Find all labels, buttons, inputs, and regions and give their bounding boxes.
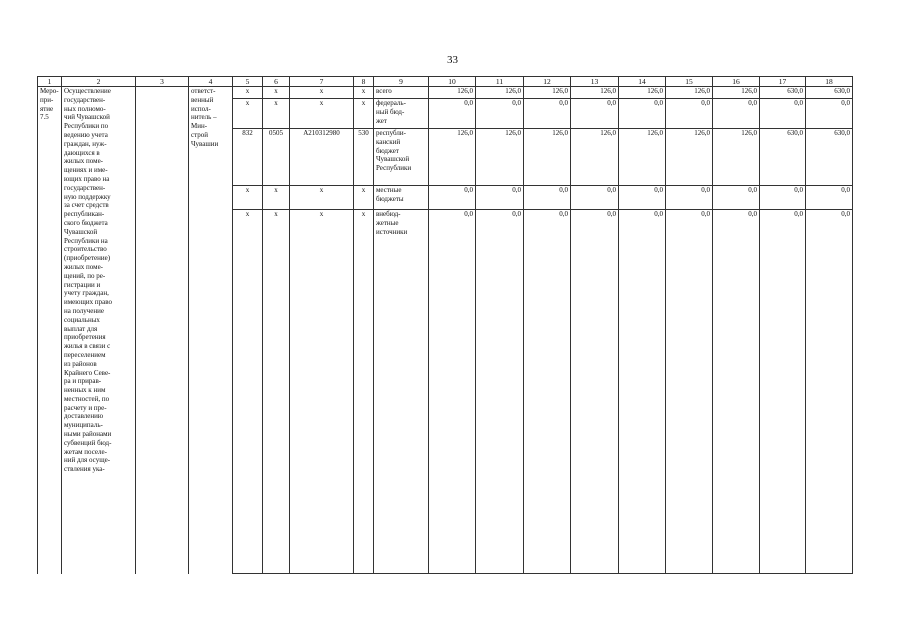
code-expense-type: x xyxy=(354,210,374,574)
activity-col3 xyxy=(136,87,189,574)
activity-description-line: щений, по ре- xyxy=(64,271,106,280)
activity-executor-line: венный xyxy=(191,95,214,104)
amount-value: 126,0 xyxy=(619,129,666,186)
funding-source-line: Чувашской xyxy=(376,155,410,164)
amount-value: 126,0 xyxy=(666,87,713,99)
amount-value: 630,0 xyxy=(806,129,853,186)
amount-value: 0,0 xyxy=(571,99,619,129)
activity-description-line: государствен- xyxy=(64,95,106,104)
column-header: 14 xyxy=(619,77,666,87)
column-header: 10 xyxy=(429,77,476,87)
code-grbs: x xyxy=(233,99,263,129)
funding-source-line: всего xyxy=(376,87,392,95)
funding-source-line: федераль- xyxy=(376,99,406,107)
activity-description-line: щениях и име- xyxy=(64,166,108,175)
activity-description xyxy=(62,87,136,574)
activity-description-line: Крайнего Севе- xyxy=(64,368,111,377)
amount-value: 0,0 xyxy=(571,186,619,210)
column-header: 11 xyxy=(476,77,524,87)
activity-description-line: социальных xyxy=(64,315,100,324)
amount-value: 0,0 xyxy=(476,99,524,129)
activity-description-line: чий Чувашской xyxy=(64,113,110,122)
amount-value: 0,0 xyxy=(571,210,619,574)
amount-value: 126,0 xyxy=(429,87,476,99)
amount-value: 126,0 xyxy=(713,87,760,99)
amount-value: 0,0 xyxy=(666,99,713,129)
program-table xyxy=(37,76,853,574)
column-header: 2 xyxy=(62,77,136,87)
funding-source-line: республи- xyxy=(376,129,406,137)
amount-value: 0,0 xyxy=(524,186,571,210)
funding-source-line: внебюд- xyxy=(376,210,401,218)
activity-description-line: Республики на xyxy=(64,236,108,245)
code-expense-type: x xyxy=(354,87,374,99)
column-header: 4 xyxy=(189,77,233,87)
amount-value: 0,0 xyxy=(524,210,571,574)
amount-value: 0,0 xyxy=(429,186,476,210)
column-header: 17 xyxy=(760,77,806,87)
column-header: 18 xyxy=(806,77,853,87)
code-target: x xyxy=(290,87,354,99)
activity-description-line: за счет средств xyxy=(64,201,109,210)
activity-description-line: Республики по xyxy=(64,122,109,131)
activity-description-line: выплат для xyxy=(64,324,98,333)
activity-number-line: ятие xyxy=(40,104,54,113)
table-row xyxy=(38,87,853,99)
activity-executor-line: строй xyxy=(191,130,208,139)
amount-value: 126,0 xyxy=(429,129,476,186)
amount-value: 126,0 xyxy=(571,129,619,186)
funding-source-line: бюджеты xyxy=(376,194,404,203)
amount-value: 126,0 xyxy=(619,87,666,99)
activity-executor-line: ответст- xyxy=(191,87,216,95)
amount-value: 0,0 xyxy=(619,210,666,574)
amount-value: 630,0 xyxy=(760,87,806,99)
activity-description-line: доставлению xyxy=(64,412,104,421)
funding-source-line: бюджет xyxy=(376,146,399,155)
activity-executor-line: Мин- xyxy=(191,122,208,131)
column-number-row xyxy=(38,77,853,87)
amount-value: 0,0 xyxy=(760,186,806,210)
activity-description-line: (приобретение) xyxy=(64,254,111,263)
amount-value: 0,0 xyxy=(666,186,713,210)
code-section: x xyxy=(263,186,290,210)
activity-description-line: местностей, по xyxy=(64,394,110,403)
activity-description-line: ющих право на xyxy=(64,174,110,183)
column-header: 6 xyxy=(263,77,290,87)
activity-description-line: дающихся в xyxy=(64,148,100,157)
amount-value: 0,0 xyxy=(666,210,713,574)
code-grbs: x xyxy=(233,186,263,210)
activity-executor-line: испол- xyxy=(191,104,211,113)
amount-value: 630,0 xyxy=(760,129,806,186)
amount-value: 0,0 xyxy=(619,99,666,129)
activity-description-line: жилых поме- xyxy=(64,262,104,271)
activity-description-line: из районов xyxy=(64,359,97,368)
activity-description-line: ского бюджета xyxy=(64,218,108,227)
amount-value: 0,0 xyxy=(429,99,476,129)
code-section: x xyxy=(263,99,290,129)
amount-value: 126,0 xyxy=(476,129,524,186)
funding-source-line: местные xyxy=(376,186,402,194)
activity-description-line: ний для осуще- xyxy=(64,456,111,465)
activity-description-line: расчету и пре- xyxy=(64,403,107,412)
code-section: x xyxy=(263,210,290,574)
column-header: 5 xyxy=(233,77,263,87)
code-target: x xyxy=(290,186,354,210)
amount-value: 126,0 xyxy=(524,87,571,99)
funding-source xyxy=(374,210,429,574)
amount-value: 0,0 xyxy=(524,99,571,129)
code-expense-type: x xyxy=(354,186,374,210)
amount-value: 126,0 xyxy=(713,129,760,186)
activity-description-line: учету граждан, xyxy=(64,289,109,298)
funding-source-line: Республики xyxy=(376,164,412,173)
column-header: 3 xyxy=(136,77,189,87)
activity-description-line: муниципаль- xyxy=(64,421,103,430)
activity-executor-line: нитель – xyxy=(191,113,217,122)
column-header: 1 xyxy=(38,77,62,87)
activity-description-line: Чувашской xyxy=(64,227,98,236)
column-header: 9 xyxy=(374,77,429,87)
amount-value: 0,0 xyxy=(806,99,853,129)
activity-description-line: субвенций бюд- xyxy=(64,438,112,447)
activity-description-line: ра и прирав- xyxy=(64,377,102,386)
activity-description-line: ную поддержку xyxy=(64,192,111,201)
amount-value: 0,0 xyxy=(806,186,853,210)
activity-description-line: гистрации и xyxy=(64,280,101,289)
code-grbs: x xyxy=(233,87,263,99)
activity-description-line: ненных к ним xyxy=(64,386,106,395)
amount-value: 0,0 xyxy=(806,210,853,574)
code-target: x xyxy=(290,99,354,129)
activity-number-line: 7.5 xyxy=(40,113,49,122)
activity-executor xyxy=(189,87,233,574)
column-header: 16 xyxy=(713,77,760,87)
activity-description-line: на получение xyxy=(64,306,104,315)
funding-source xyxy=(374,186,429,210)
funding-source-line: жет xyxy=(376,116,387,125)
code-grbs: 832 xyxy=(233,129,263,186)
activity-description-line: жетам поселе- xyxy=(64,447,107,456)
activity-number-line: при- xyxy=(40,95,54,104)
amount-value: 0,0 xyxy=(760,99,806,129)
column-header: 12 xyxy=(524,77,571,87)
activity-description-line: жилых поме- xyxy=(64,157,104,166)
code-target: x xyxy=(290,210,354,574)
activity-description-line: строительство xyxy=(64,245,107,254)
amount-value: 630,0 xyxy=(806,87,853,99)
amount-value: 0,0 xyxy=(619,186,666,210)
amount-value: 0,0 xyxy=(476,210,524,574)
amount-value: 0,0 xyxy=(476,186,524,210)
amount-value: 0,0 xyxy=(713,210,760,574)
amount-value: 0,0 xyxy=(429,210,476,574)
activity-description-line: переселением xyxy=(64,350,106,359)
activity-description-line: государствен- xyxy=(64,183,106,192)
funding-source-line: жетные xyxy=(376,218,399,227)
funding-source xyxy=(374,99,429,129)
activity-description-line: ствления ука- xyxy=(64,465,105,474)
funding-source xyxy=(374,129,429,186)
column-header: 15 xyxy=(666,77,713,87)
activity-description-line: ными районами xyxy=(64,430,112,439)
activity-number xyxy=(38,87,62,574)
column-header: 7 xyxy=(290,77,354,87)
amount-value: 126,0 xyxy=(571,87,619,99)
amount-value: 126,0 xyxy=(476,87,524,99)
code-target: А210312980 xyxy=(290,129,354,186)
activity-description-line: ных полномо- xyxy=(64,104,106,113)
activity-number-line: Меро- xyxy=(40,87,59,95)
activity-description-line: имеющих право xyxy=(64,298,113,307)
code-expense-type: x xyxy=(354,99,374,129)
code-section: 0505 xyxy=(263,129,290,186)
amount-value: 126,0 xyxy=(524,129,571,186)
column-header: 8 xyxy=(354,77,374,87)
page-number: 33 xyxy=(447,54,458,66)
amount-value: 126,0 xyxy=(666,129,713,186)
amount-value: 0,0 xyxy=(713,186,760,210)
activity-description-line: Осуществление xyxy=(64,87,111,95)
activity-description-line: приобретения xyxy=(64,333,106,342)
amount-value: 0,0 xyxy=(713,99,760,129)
funding-source-line: источники xyxy=(376,227,408,236)
funding-source-line: канский xyxy=(376,137,401,146)
column-header: 13 xyxy=(571,77,619,87)
activity-description-line: республикан- xyxy=(64,210,105,219)
funding-source xyxy=(374,87,429,99)
code-grbs: x xyxy=(233,210,263,574)
funding-source-line: ный бюд- xyxy=(376,107,405,116)
activity-description-line: жилья в связи с xyxy=(64,342,111,351)
amount-value: 0,0 xyxy=(760,210,806,574)
activity-description-line: ведению учета xyxy=(64,130,108,139)
activity-description-line: граждан, нуж- xyxy=(64,139,107,148)
activity-executor-line: Чувашии xyxy=(191,139,219,148)
code-expense-type: 530 xyxy=(354,129,374,186)
code-section: x xyxy=(263,87,290,99)
